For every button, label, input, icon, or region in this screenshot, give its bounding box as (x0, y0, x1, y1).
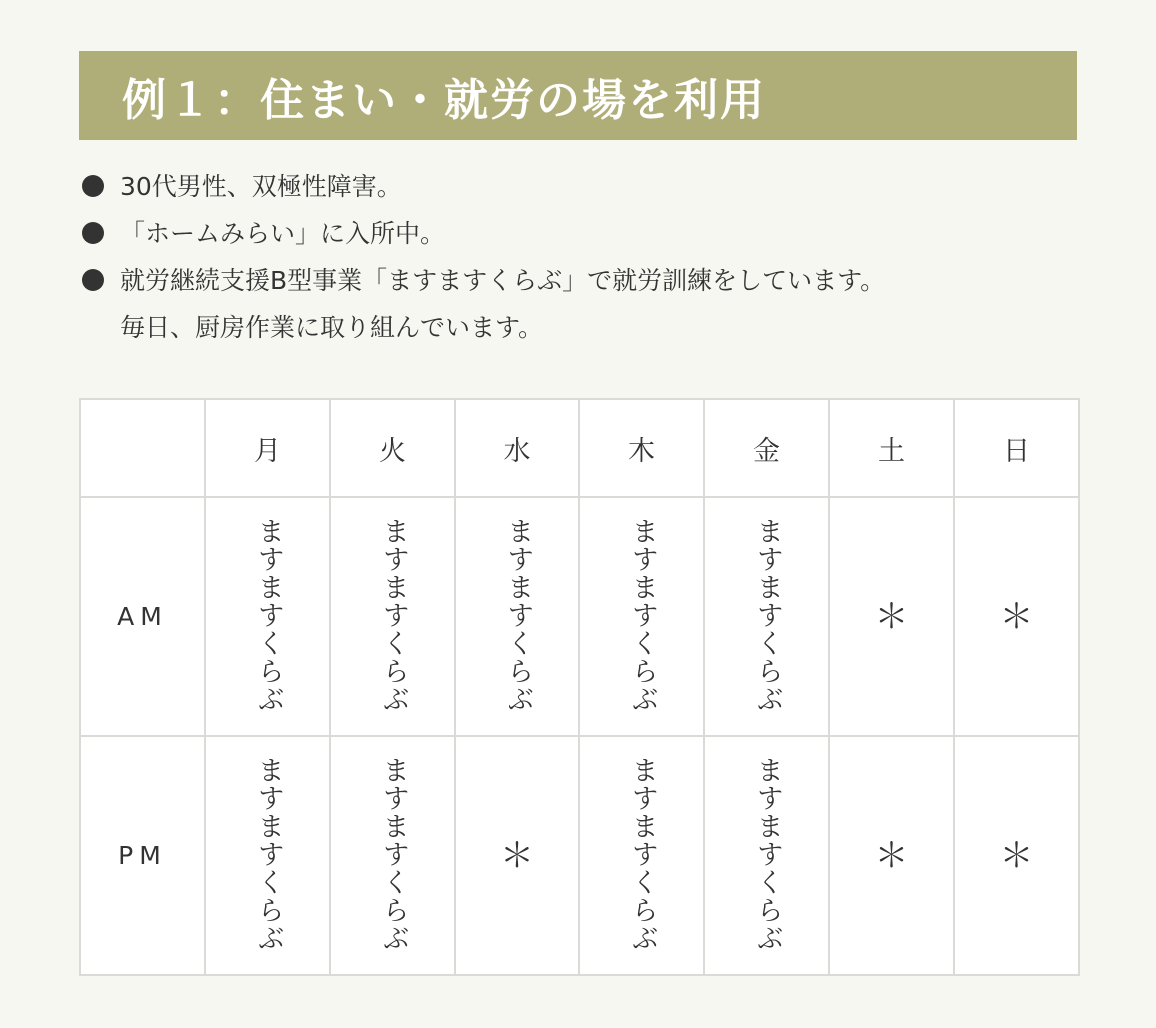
table-row-pm (80, 736, 1079, 975)
bullet-text-continuation: 毎日、厨房作業に取り組んでいます。 (120, 313, 544, 342)
day-header-thu: 木 (579, 399, 704, 497)
table-row-am (80, 497, 1079, 736)
table-header-row (80, 399, 1079, 497)
activity-text: ますますくらぶ (377, 516, 409, 713)
schedule-cell (579, 497, 704, 736)
bullet-item-residence (79, 210, 1139, 257)
time-slot-label: AM (80, 497, 205, 736)
schedule-cell (954, 736, 1079, 975)
bullet-text: 「ホームみらい」に入所中。 (120, 219, 446, 248)
day-header-tue: 火 (330, 399, 455, 497)
activity-text: ますますくらぶ (751, 755, 783, 952)
free-slot-mark: ＊ (874, 596, 909, 637)
schedule-cell (829, 497, 954, 736)
title-banner (79, 51, 1077, 140)
activity-text: ますますくらぶ (626, 516, 658, 713)
day-header-sun: 日 (954, 399, 1079, 497)
activity-text: ますますくらぶ (252, 516, 284, 713)
schedule-cell (954, 497, 1079, 736)
schedule-cell (330, 736, 455, 975)
activity-text: ますますくらぶ (751, 516, 783, 713)
free-slot-mark: ＊ (874, 835, 909, 876)
schedule-cell (704, 736, 829, 975)
time-slot-label: PM (80, 736, 205, 975)
schedule-cell (455, 736, 579, 975)
bullet-item-work (79, 257, 1139, 351)
day-header-mon: 月 (205, 399, 330, 497)
free-slot-mark: ＊ (999, 835, 1034, 876)
profile-bullet-list (79, 163, 1139, 351)
day-header-wed: 水 (455, 399, 579, 497)
bullet-dot-icon (82, 222, 104, 244)
free-slot-mark: ＊ (500, 835, 534, 876)
bullet-dot-icon (82, 269, 104, 291)
activity-text: ますますくらぶ (626, 755, 658, 952)
bullet-text: 30代男性、双極性障害。 (120, 172, 402, 201)
header-corner-cell (80, 399, 205, 497)
schedule-cell (330, 497, 455, 736)
bullet-dot-icon (82, 175, 104, 197)
schedule-cell (704, 497, 829, 736)
bullet-text: 就労継続支援B型事業「ますますくらぶ」で就労訓練をしています。 (120, 266, 886, 295)
schedule-cell (205, 736, 330, 975)
day-header-sat: 土 (829, 399, 954, 497)
schedule-cell (829, 736, 954, 975)
page-title: 例１：住まい・就労の場を利用 (122, 74, 766, 126)
activity-text: ますますくらぶ (502, 516, 534, 713)
free-slot-mark: ＊ (999, 596, 1034, 637)
schedule-cell (579, 736, 704, 975)
bullet-item-profile (79, 163, 1139, 210)
activity-text: ますますくらぶ (252, 755, 284, 952)
schedule-cell (205, 497, 330, 736)
weekly-schedule-table (79, 398, 1080, 976)
day-header-fri: 金 (704, 399, 829, 497)
schedule-cell (455, 497, 579, 736)
activity-text: ますますくらぶ (377, 755, 409, 952)
